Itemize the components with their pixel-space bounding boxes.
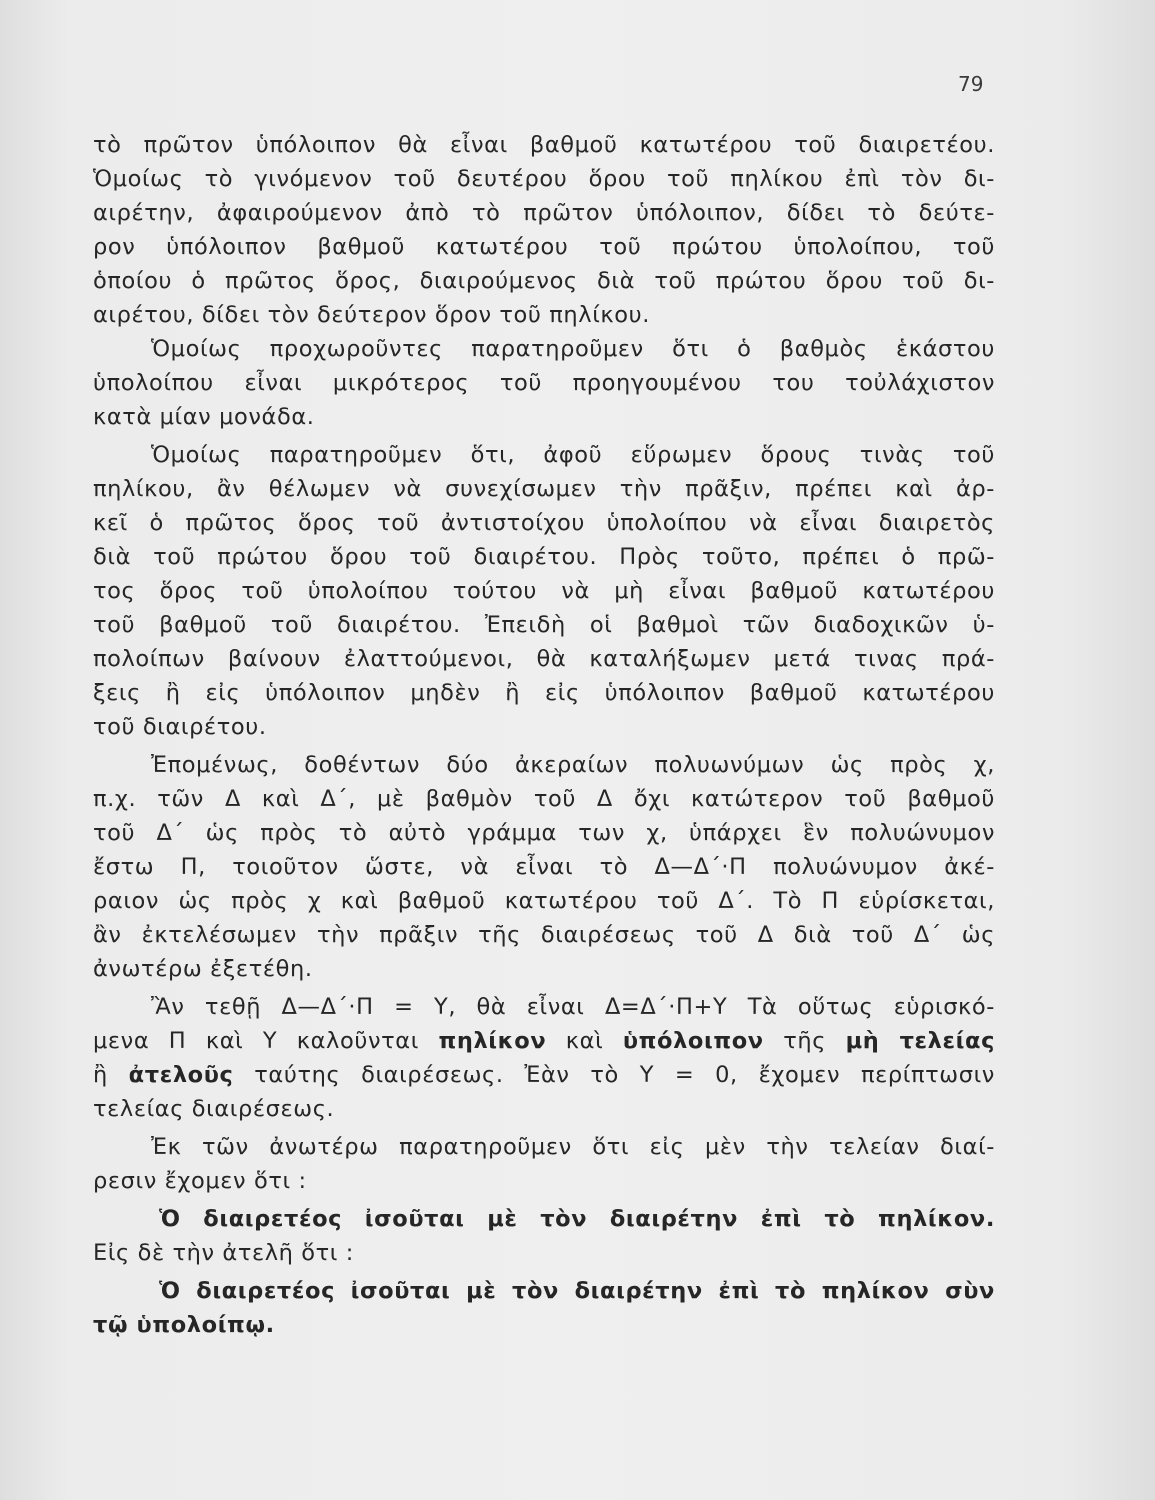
text-line: ἢ ἀτελοῦς ταύτης διαιρέσεως. Ἐὰν τὸ Υ = 0, ἔχομεν περίπτωσιν xyxy=(93,1062,995,1088)
text-line: πηλίκου, ἂν θέλωμεν νὰ συνεχίσωμεν τὴν πρᾶξιν, πρέπει καὶ ἀρ- xyxy=(93,476,995,502)
text-line: Ὁ διαιρετέος ἰσοῦται μὲ τὸν διαιρέτην ἐπὶ τὸ πηλίκον σὺν xyxy=(159,1278,995,1304)
body-text xyxy=(93,128,995,1342)
text-line: τοῦ βαθμοῦ τοῦ διαιρέτου. Ἐπειδὴ οἱ βαθμοὶ τῶν διαδοχικῶν ὑ- xyxy=(93,612,995,638)
text-line: ραιον ὡς πρὸς χ καὶ βαθμοῦ κατωτέρου τοῦ Δ΄. Τὸ Π εὑρίσκεται, xyxy=(93,888,995,914)
text-line: τοῦ Δ΄ ὡς πρὸς τὸ αὐτὸ γράμμα των χ, ὑπάρχει ἓν πολυώνυμον xyxy=(93,820,995,846)
text-line: Ὁμοίως τὸ γινόμενον τοῦ δευτέρου ὅρου τοῦ πηλίκου ἐπὶ τὸν δι- xyxy=(93,166,995,192)
text-line: κατὰ μίαν μονάδα. xyxy=(93,404,315,430)
text-line: ὁποίου ὁ πρῶτος ὅρος, διαιρούμενος διὰ τοῦ πρώτου ὅρου τοῦ δι- xyxy=(93,268,995,294)
text-line: ὑπολοίπου εἶναι μικρότερος τοῦ προηγουμένου του τοὐλάχιστον xyxy=(93,370,995,396)
paragraphs-bottom xyxy=(93,1130,995,1342)
text-line: τος ὅρος τοῦ ὑπολοίπου τούτου νὰ μὴ εἶναι βαθμοῦ κατωτέρου xyxy=(93,578,995,604)
text-line: αιρέτην, ἀφαιρούμενον ἀπὸ τὸ πρῶτον ὑπόλοιπον, δίδει τὸ δεύτε- xyxy=(93,200,995,226)
text-line: διὰ τοῦ πρώτου ὅρου τοῦ διαιρέτου. Πρὸς τοῦτο, πρέπει ὁ πρῶ- xyxy=(93,544,995,570)
text-line: ξεις ἢ εἰς ὑπόλοιπον μηδὲν ἢ εἰς ὑπόλοιπον βαθμοῦ κατωτέρου xyxy=(93,680,995,706)
paragraphs-top xyxy=(93,128,995,986)
text-line: Ὁμοίως παρατηροῦμεν ὅτι, ἀφοῦ εὕρωμεν ὅρους τινὰς τοῦ xyxy=(151,442,995,468)
text-line: τοῦ διαιρέτου. xyxy=(93,714,267,740)
text-line: π.χ. τῶν Δ καὶ Δ΄, μὲ βαθμὸν τοῦ Δ ὄχι κατώτερον τοῦ βαθμοῦ xyxy=(93,786,995,812)
text-line: ἂν ἐκτελέσωμεν τὴν πρᾶξιν τῆς διαιρέσεως τοῦ Δ διὰ τοῦ Δ΄ ὡς xyxy=(93,922,995,948)
term-incomplete: ἀτελοῦς xyxy=(128,1062,234,1088)
text-line: τῷ ὑπολοίπῳ. xyxy=(93,1312,275,1338)
text-line: Ὁ διαιρετέος ἰσοῦται μὲ τὸν διαιρέτην ἐπὶ τὸ πηλίκον. xyxy=(159,1206,995,1232)
paragraph-definition xyxy=(93,990,995,1126)
term-imperfect: μὴ τελείας xyxy=(845,1028,995,1054)
text-line: κεῖ ὁ πρῶτος ὅρος τοῦ ἀντιστοίχου ὑπολοίπου νὰ εἶναι διαιρετὸς xyxy=(93,510,995,536)
page-number: 79 xyxy=(958,72,984,96)
text-line: Ἐκ τῶν ἀνωτέρω παρατηροῦμεν ὅτι εἰς μὲν τὴν τελείαν διαί- xyxy=(151,1134,995,1160)
text-line: αιρέτου, δίδει τὸν δεύτερον ὅρον τοῦ πηλίκου. xyxy=(93,302,651,328)
text-line: Ἂν τεθῇ Δ—Δ΄·Π = Υ, θὰ εἶναι Δ=Δ΄·Π+Υ Τὰ οὕτως εὑρισκό- xyxy=(151,994,995,1020)
text-line: Εἰς δὲ τὴν ἀτελῆ ὅτι : xyxy=(93,1240,354,1266)
text-line: μενα Π καὶ Υ καλοῦνται πηλίκον καὶ ὑπόλοιπον τῆς μὴ τελείας xyxy=(93,1028,995,1054)
term-quotient: πηλίκον xyxy=(438,1028,547,1054)
text-line: ἀνωτέρω ἐξετέθη. xyxy=(93,956,313,982)
text-line: ρον ὑπόλοιπον βαθμοῦ κατωτέρου τοῦ πρώτου ὑπολοίπου, τοῦ xyxy=(93,234,995,260)
text-line: Ὁμοίως προχωροῦντες παρατηροῦμεν ὅτι ὁ βαθμὸς ἑκάστου xyxy=(151,336,995,362)
text-line: ρεσιν ἔχομεν ὅτι : xyxy=(93,1168,307,1194)
text-line: πολοίπων βαίνουν ἐλαττούμενοι, θὰ καταλήξωμεν μετά τινας πρά- xyxy=(93,646,995,672)
text-line: Ἐπομένως, δοθέντων δύο ἀκεραίων πολυωνύμων ὡς πρὸς χ, xyxy=(151,752,995,778)
text-line: τὸ πρῶτον ὑπόλοιπον θὰ εἶναι βαθμοῦ κατωτέρου τοῦ διαιρετέου. xyxy=(93,132,995,158)
text-line: ἔστω Π, τοιοῦτον ὥστε, νὰ εἶναι τὸ Δ—Δ΄·Π πολυώνυμον ἀκέ- xyxy=(93,854,995,880)
text-line: τελείας διαιρέσεως. xyxy=(93,1096,335,1122)
term-remainder: ὑπόλοιπον xyxy=(622,1028,764,1054)
